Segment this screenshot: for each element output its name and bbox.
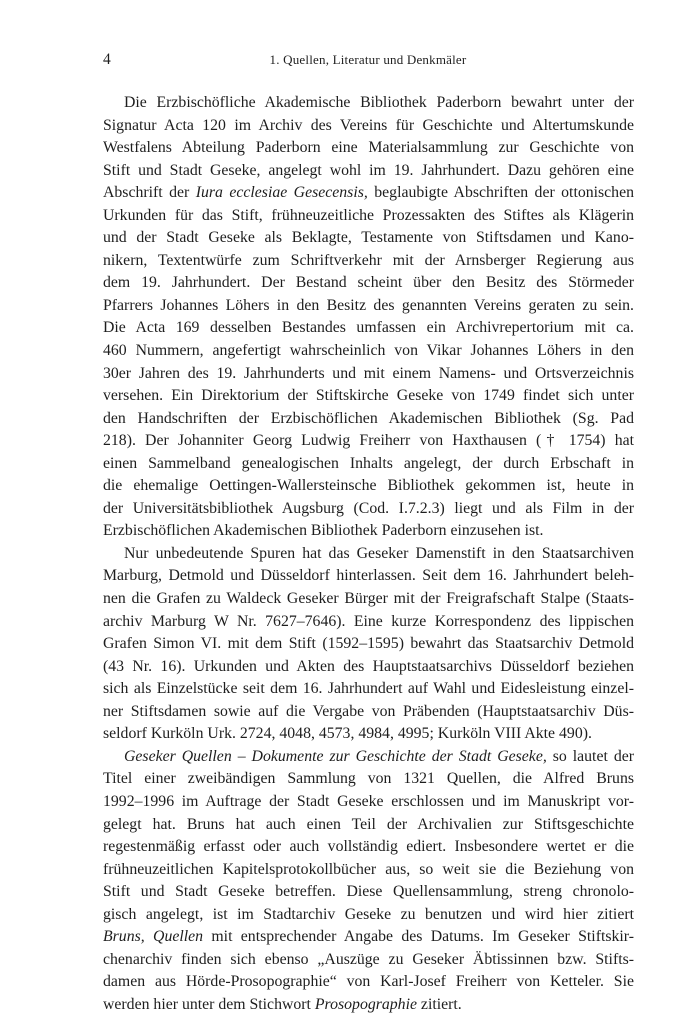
- text-line: [103, 633, 634, 656]
- text-segment: ner Stiftsdamen sowie auf die Vergabe von Präbenden (Hauptstaatsarchiv Düs-: [103, 702, 634, 720]
- text-line: [103, 385, 634, 408]
- paragraph: [103, 746, 634, 1017]
- text-line: [103, 160, 634, 183]
- text-line: [103, 295, 634, 318]
- text-segment: Stift und Stadt Geseke betreffen. Diese Quellensammlung, streng chronolo-: [103, 883, 634, 901]
- text-line: [103, 656, 634, 679]
- text-line: [103, 836, 634, 859]
- text-segment: chenarchiv finden sich ebenso „Auszüge zu Geseker Äbtissinnen bzw. Stifts-: [103, 950, 634, 968]
- text-segment: zitiert.: [416, 995, 462, 1013]
- text-segment: 30er Jahren des 19. Jahrhunderts und mit einem Namens- und Ortsverzeichnis: [103, 364, 634, 382]
- text-line: [103, 250, 634, 273]
- text-line: [103, 701, 634, 724]
- text-segment: Marburg, Detmold und Düsseldorf hinterlassen. Seit dem 16. Jahrhundert beleh-: [103, 567, 634, 585]
- text-line: [103, 227, 634, 250]
- text-line: [103, 115, 634, 138]
- text-line: [103, 317, 634, 340]
- text-segment: Stift und Stadt Geseke, angelegt wohl im 19. Jahrhundert. Dazu gehören eine: [103, 161, 634, 179]
- text-segment: Erzbischöflichen Akademischen Bibliothek Paderborn einzusehen ist.: [103, 522, 544, 540]
- text-segment: einen Sammelband genealogischen Inhalts angelegt, der durch Erbschaft in: [103, 454, 634, 472]
- text-line: [103, 498, 634, 521]
- text-segment: Signatur Acta 120 im Archiv des Vereins für Geschichte und Altertumskunde: [103, 116, 634, 134]
- text-segment: gisch angelegt, ist im Stadtarchiv Geseke zu benutzen und wird hier zitiert: [103, 905, 634, 923]
- text-line: [103, 565, 634, 588]
- text-line: [103, 746, 634, 769]
- paragraph: [103, 92, 634, 543]
- text-segment: den Handschriften der Erzbischöflichen Akademischen Bibliothek (Sg. Pad: [103, 409, 634, 427]
- text-line: [103, 453, 634, 476]
- text-line: [103, 881, 634, 904]
- text-segment: regestenmäßig erfasst oder auch vollständig ediert. Insbesondere wertet er die: [103, 838, 634, 856]
- text-segment: Abschrift der: [103, 184, 196, 202]
- text-segment: mit entsprechender Angabe des Datums. Im Geseker Stiftskir-: [203, 928, 634, 946]
- text-segment: so lautet der: [546, 747, 634, 765]
- chapter-title: 1. Quellen, Literatur und Denkmäler: [269, 52, 467, 67]
- text-segment: sich als Einzelstücke seit dem 16. Jahrhundert auf Wahl und Eidesleistung einzel-: [103, 680, 634, 698]
- text-segment: (43 Nr. 16). Urkunden und Akten des Hauptstaatsarchivs Düsseldorf beziehen: [103, 657, 634, 675]
- text-line: [103, 611, 634, 634]
- text-segment: 1992–1996 im Auftrage der Stadt Geseke erschlossen und im Manuskript vor-: [103, 792, 634, 810]
- text-line: [103, 520, 634, 543]
- text-segment: die ehemalige Oettingen-Wallersteinsche Bibliothek gekommen ist, heute in: [103, 477, 634, 495]
- italic-text: Iura ecclesiae Gesecensis,: [195, 184, 368, 202]
- text-segment: 218). Der Johanniter Georg Ludwig Freiherr von Haxthausen († 1754) hat: [103, 432, 634, 450]
- text-line: [103, 859, 634, 882]
- text-line: [103, 791, 634, 814]
- text-line: [103, 363, 634, 386]
- text-line: [103, 92, 634, 115]
- text-line: [103, 475, 634, 498]
- text-line: [103, 994, 634, 1017]
- text-line: [103, 340, 634, 363]
- text-segment: dem 19. Jahrhundert. Der Bestand scheint über den Besitz des Störmeder: [103, 274, 634, 292]
- text-segment: Nur unbedeutende Spuren hat das Geseker Damenstift in den Staatsarchiven: [124, 544, 634, 562]
- italic-text: Prosopographie: [314, 995, 417, 1013]
- text-segment: beglaubigte Abschriften der ottonischen: [367, 184, 634, 202]
- text-line: [103, 137, 634, 160]
- text-line: [103, 723, 634, 746]
- text-line: [103, 926, 634, 949]
- text-segment: archiv Marburg W Nr. 7627–7646). Eine kurze Korrespondenz des lippischen: [103, 612, 634, 630]
- text-line: [103, 588, 634, 611]
- text-segment: Die Acta 169 desselben Bestandes umfassen ein Archivrepertorium mit ca.: [103, 319, 634, 337]
- italic-text: Geseker Quellen – Dokumente zur Geschichte der Stadt Geseke,: [124, 747, 547, 765]
- text-segment: frühneuzeitlichen Kapitelsprotokollbücher aus, so weit sie die Beziehung von: [103, 860, 634, 878]
- text-line: [103, 949, 634, 972]
- text-segment: damen aus Hörde-Prosopographie“ von Karl-Josef Freiherr von Ketteler. Sie: [103, 973, 634, 991]
- text-segment: und der Stadt Geseke als Beklagte, Testamente von Stiftsdamen und Kano-: [103, 229, 634, 247]
- text-line: [103, 678, 634, 701]
- page-number: 4: [103, 51, 111, 68]
- text-segment: Die Erzbischöfliche Akademische Bibliothek Paderborn bewahrt unter der: [124, 94, 634, 111]
- text-line: [103, 543, 634, 566]
- body-text: [103, 92, 634, 1016]
- text-segment: Pfarrers Johannes Löhers in den Besitz des genannten Vereins geraten zu sein.: [103, 296, 634, 314]
- text-segment: gelegt hat. Bruns hat auch einen Teil der Archivalien zur Stiftsgeschichte: [103, 815, 634, 833]
- text-line: [103, 814, 634, 837]
- text-line: [103, 904, 634, 927]
- text-line: [103, 272, 634, 295]
- text-segment: Urkunden für das Stift, frühneuzeitliche Prozessakten des Stiftes als Klägerin: [103, 206, 634, 224]
- text-line: [103, 205, 634, 228]
- text-segment: 460 Nummern, angefertigt wahrscheinlich von Vikar Johannes Löhers in den: [103, 342, 634, 360]
- text-segment: Grafen Simon VI. mit dem Stift (1592–1595) bewahrt das Staatsarchiv Detmold: [103, 635, 634, 653]
- text-segment: werden hier unter dem Stichwort: [103, 995, 315, 1013]
- text-segment: nen die Grafen zu Waldeck Geseker Bürger mit der Freigrafschaft Stalpe (Staats-: [103, 590, 634, 608]
- italic-text: Bruns, Quellen: [103, 928, 204, 946]
- text-line: [103, 182, 634, 205]
- paragraph: [103, 543, 634, 746]
- text-segment: nikern, Textentwürfe zum Schriftverkehr mit der Arnsberger Regierung aus: [103, 251, 634, 269]
- text-segment: der Universitätsbibliothek Augsburg (Cod. I.7.2.3) liegt und als Film in der: [103, 499, 634, 517]
- text-line: [103, 430, 634, 453]
- text-line: [103, 971, 634, 994]
- text-segment: versehen. Ein Direktorium der Stiftskirche Geseke von 1749 findet sich unter: [103, 387, 634, 405]
- text-segment: Titel einer zweibändigen Sammlung von 1321 Quellen, die Alfred Bruns: [103, 770, 634, 788]
- text-line: [103, 408, 634, 431]
- text-segment: seldorf Kurköln Urk. 2724, 4048, 4573, 4984, 4995; Kurköln VIII Akte 490).: [103, 725, 592, 743]
- text-line: [103, 768, 634, 791]
- text-segment: Westfalens Abteilung Paderborn eine Materialsammlung zur Geschichte von: [103, 139, 634, 157]
- running-head: [103, 51, 633, 71]
